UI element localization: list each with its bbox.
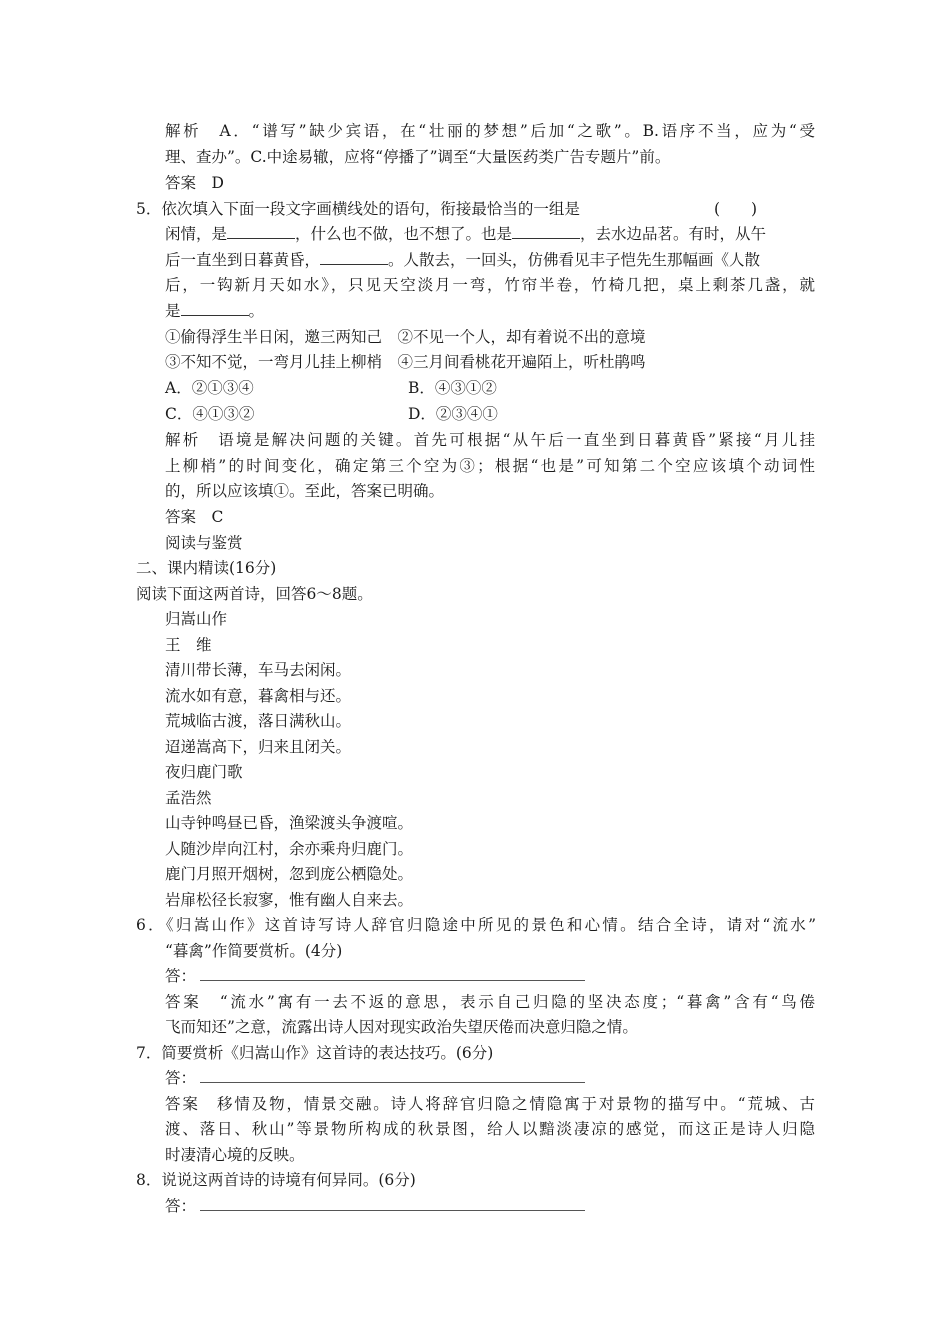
analysis-q5-line-1: 解析 语境是解决问题的关键。首先可根据“从午后一直坐到日暮黄昏”紧接“月儿挂 <box>165 431 815 449</box>
poem-1-line: 荒城临古渡，落日满秋山。 <box>165 712 352 730</box>
choice-d: D．②③④① <box>408 405 498 423</box>
option-sentences-2: ③不知不觉，一弯月儿挂上柳梢 ④三月间看桃花开遍陌上，听杜鹃鸣 <box>165 353 646 371</box>
answer-label: 答： <box>165 1069 197 1087</box>
answer-line-q6[interactable] <box>200 966 585 981</box>
answer-q7-line-2: 渡、落日、秋山”等景物所构成的秋景图，给人以黯淡凄凉的感觉，而这正是诗人归隐 <box>165 1120 815 1138</box>
passage-text: 。人散去，一回头，仿佛看见丰子恺先生那幅画《人散 <box>388 251 761 269</box>
question-6-line-1: 6．《归嵩山作》这首诗写诗人辞官归隐途中所见的景色和心情。结合全诗，请对“流水” <box>136 916 816 934</box>
poem-2-line: 人随沙岸向江村，余亦乘舟归鹿门。 <box>165 840 414 858</box>
answer-q5: 答案 C <box>165 508 224 526</box>
fill-blank-1 <box>227 222 295 239</box>
answer-field-q6[interactable] <box>165 964 815 990</box>
analysis-q4-line-1: 解析 A．“谱写”缺少宾语，在“壮丽的梦想”后加“之歌”。B.语序不当，应为“受 <box>165 122 815 140</box>
poem-1-title: 归嵩山作 <box>165 610 228 628</box>
poem-2-line: 鹿门月照开烟树，忽到庞公栖隐处。 <box>165 865 414 883</box>
passage-text: ，什么也不做，也不想了。也是 <box>295 225 513 243</box>
section-heading-2: 二、课内精读(16分) <box>136 559 277 577</box>
poem-2-line: 岩扉松径长寂寥，惟有幽人自来去。 <box>165 891 414 909</box>
question-8: 8．说说这两首诗的诗境有何异同。(6分) <box>136 1171 416 1189</box>
question-5-text: 5．依次填入下面一段文字画横线处的语句，衔接最恰当的一组是 <box>136 200 580 218</box>
poem-2-title: 夜归鹿门歌 <box>165 763 243 781</box>
answer-q6-line-1: 答案 “流水”寓有一去不返的意思，表示自己归隐的坚决态度；“暮禽”含有“鸟倦 <box>165 993 815 1011</box>
answer-label: 答： <box>165 1197 197 1215</box>
passage-line-2 <box>165 248 815 274</box>
poem-2-line: 山寺钟鸣昼已昏，渔梁渡头争渡喧。 <box>165 814 414 832</box>
passage-text: ，去水边品茗。有时，从午 <box>580 225 767 243</box>
choice-row-2 <box>165 402 815 428</box>
choice-a: A．②①③④ <box>165 379 254 397</box>
answer-paren: ( ) <box>714 200 758 218</box>
fill-blank-4 <box>181 299 249 316</box>
answer-q4: 答案 D <box>165 174 224 192</box>
answer-field-q7[interactable] <box>165 1066 815 1092</box>
answer-q7-line-1: 答案 移情及物，情景交融。诗人将辞官归隐之情隐寓于对景物的描写中。“荒城、古 <box>165 1095 815 1113</box>
passage-text: 闲情，是 <box>165 225 228 243</box>
passage-text: 后一直坐到日暮黄昏， <box>165 251 321 269</box>
answer-label: 答： <box>165 967 197 985</box>
choice-c: C．④①③② <box>165 405 255 423</box>
answer-line-q8[interactable] <box>200 1196 585 1211</box>
passage-text: 。 <box>248 302 265 320</box>
passage-line-4 <box>165 299 815 325</box>
choice-row-1 <box>165 376 815 402</box>
answer-line-q7[interactable] <box>200 1068 585 1083</box>
poem-2-author: 孟浩然 <box>165 789 212 807</box>
poem-1-line: 迢递嵩高下，归来且闭关。 <box>165 738 352 756</box>
reading-instruction: 阅读下面这两首诗，回答6～8题。 <box>136 585 373 603</box>
fill-blank-2 <box>512 222 580 239</box>
question-7: 7．简要赏析《归嵩山作》这首诗的表达技巧。(6分) <box>136 1044 494 1062</box>
choice-b: B．④③①② <box>408 379 497 397</box>
passage-text: 是 <box>165 302 181 320</box>
passage-line-3: 后，一钩新月天如水》，只见天空淡月一弯，竹帘半卷，竹椅几把，桌上剩茶几盏，就 <box>165 276 815 294</box>
fill-blank-3 <box>320 248 388 265</box>
answer-q7-line-3: 时凄清心境的反映。 <box>165 1146 305 1164</box>
question-5-stem <box>136 197 816 223</box>
option-sentences-1: ①偷得浮生半日闲，邀三两知己 ②不见一个人，却有着说不出的意境 <box>165 328 646 346</box>
section-heading-reading: 阅读与鉴赏 <box>165 534 243 552</box>
analysis-q5-line-2: 上柳梢”的时间变化，确定第三个空为③；根据“也是”可知第二个空应该填个动词性 <box>165 457 815 475</box>
passage-line-1 <box>165 222 815 248</box>
analysis-q4-line-2: 理、查办”。C.中途易辙，应将“停播了”调至“大量医药类广告专题片”前。 <box>165 148 671 166</box>
analysis-q5-line-3: 的，所以应该填①。至此，答案已明确。 <box>165 482 445 500</box>
poem-1-line: 流水如有意，暮禽相与还。 <box>165 687 352 705</box>
poem-1-line: 清川带长薄，车马去闲闲。 <box>165 661 352 679</box>
answer-field-q8[interactable] <box>165 1194 815 1220</box>
poem-1-author: 王 维 <box>165 636 212 654</box>
answer-q6-line-2: 飞而知还”之意，流露出诗人因对现实政治失望厌倦而决意归隐之情。 <box>165 1018 638 1036</box>
question-6-line-2: “暮禽”作简要赏析。(4分) <box>165 942 343 960</box>
